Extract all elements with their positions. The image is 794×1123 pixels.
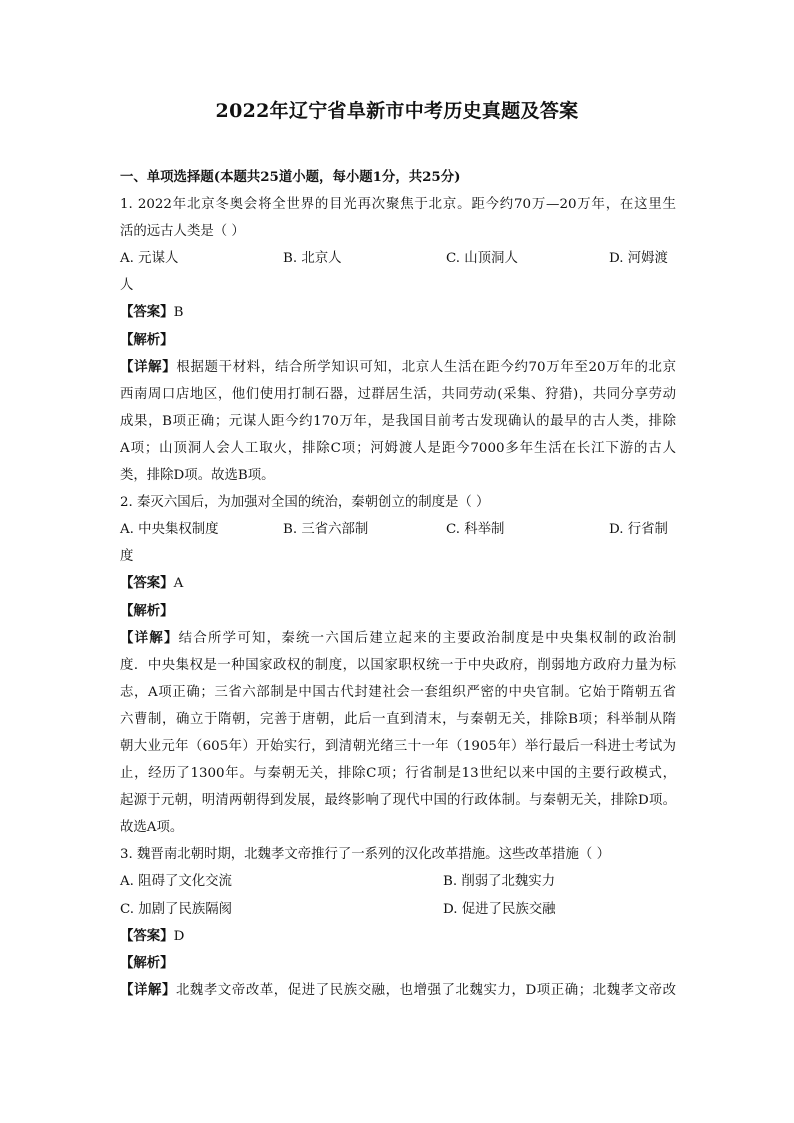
detail-line xyxy=(120,977,676,1004)
option-a: A. 元谋人 xyxy=(120,251,179,267)
detail-label: 【详解】 xyxy=(120,629,179,646)
answer-label: 【答案】 xyxy=(120,927,174,944)
question-stem-line: 3. 魏晋南北朝时期，北魏孝文帝推行了一系列的汉化改革措施。这些改革措施（ ） xyxy=(120,847,610,863)
detail-line: 度．中央集权是一种国家政权的制度，以国家职权统一于中央政府，削弱地方政府力量为标 xyxy=(120,657,676,673)
detail-text: 结合所学可知，秦统一六国后建立起来的主要政治制度是中央集权制的政治制 xyxy=(178,630,676,646)
detail-line: 西南周口店地区，他们使用打制石器，过群居生活，共同劳动(采集、狩猎)，共同分享劳动 xyxy=(120,386,676,402)
option-a: A. 阻碍了文化交流 xyxy=(120,874,232,890)
option-d: D. 促进了民族交融 xyxy=(443,901,556,917)
detail-line: 朝大业元年（605年）开始实行，到清朝光绪三十一年（1905年）举行最后一科进士考试为 xyxy=(120,738,676,754)
answer-value: A xyxy=(173,576,184,592)
question-1 xyxy=(120,191,676,489)
detail-line: 止，经历了1300年。与秦朝无关，排除C项；行省制是13世纪以来中国的主要行政模式， xyxy=(120,766,676,782)
answer-line xyxy=(120,570,676,597)
question-2 xyxy=(120,489,676,841)
detail-text: 根据题干材料，结合所学知识可知，北京人生活在距今约70万年至20万年的北京 xyxy=(176,359,676,375)
detail-label: 【详解】 xyxy=(120,981,176,998)
option-b: B. 北京人 xyxy=(283,251,342,267)
detail-line: 类，排除D项。故选B项。 xyxy=(120,468,275,484)
option-b: B. 三省六部制 xyxy=(283,522,369,538)
question-3 xyxy=(120,841,676,1004)
option-d: D. 行省制 xyxy=(609,522,668,538)
option-a: A. 中央集权制度 xyxy=(120,522,219,538)
detail-line: 成果，B项正确；元谋人距今约170万年，是我国目前考古发现确认的最早的古人类，排除 xyxy=(120,413,676,429)
option-row xyxy=(120,516,676,543)
option-b: B. 削弱了北魏实力 xyxy=(443,874,556,890)
answer-value: D xyxy=(173,928,185,944)
detail-line: 起源于元朝，明清两朝得到发展，最终影响了现代中国的行政体制。与秦朝无关，排除D项。 xyxy=(120,793,676,809)
analysis-label: 【解析】 xyxy=(120,602,174,619)
option-overflow: 度 xyxy=(120,549,134,565)
detail-line: 故选A项。 xyxy=(120,820,184,836)
analysis-label: 【解析】 xyxy=(120,331,174,348)
detail-line: 志，A项正确；三省六部制是中国古代封建社会一套组织严密的中央官制。它始于隋朝五省 xyxy=(120,684,676,700)
option-c: C. 山顶洞人 xyxy=(446,251,518,267)
detail-line xyxy=(120,354,676,381)
option-row xyxy=(120,868,676,895)
answer-label: 【答案】 xyxy=(120,575,174,592)
answer-line xyxy=(120,299,676,326)
answer-label: 【答案】 xyxy=(120,304,174,321)
document-body xyxy=(120,164,676,1004)
option-c: C. 科举制 xyxy=(446,522,505,538)
question-stem-line: 2. 秦灭六国后，为加强对全国的统治，秦朝创立的制度是（ ） xyxy=(120,495,490,511)
page-title: 2022年辽宁省阜新市中考历史真题及答案 xyxy=(215,100,579,122)
option-c: C. 加剧了民族隔阂 xyxy=(120,901,233,917)
detail-line xyxy=(120,625,676,652)
answer-line xyxy=(120,923,676,950)
question-stem-line: 1. 2022年北京冬奥会将全世界的目光再次聚焦于北京。距今约70万—20万年，在这里生 xyxy=(120,197,676,213)
section-heading: 一、单项选择题(本题共25道小题，每小题1分，共25分) xyxy=(120,169,461,185)
option-d: D. 河姆渡 xyxy=(609,251,668,267)
detail-label: 【详解】 xyxy=(120,358,177,375)
answer-value: B xyxy=(173,305,184,321)
detail-line: A项；山顶洞人会人工取火，排除C项；河姆渡人是距今7000多年生活在长江下游的古人 xyxy=(120,440,676,456)
option-overflow: 人 xyxy=(120,278,134,294)
question-stem-line: 活的远古人类是（ ） xyxy=(120,224,245,240)
detail-line: 六曹制，确立于隋朝，完善于唐朝，此后一直到清末，与秦朝无关，排除B项；科举制从隋 xyxy=(120,711,676,727)
analysis-label: 【解析】 xyxy=(120,954,174,971)
detail-text: 北魏孝文帝改革，促进了民族交融，也增强了北魏实力，D项正确；北魏孝文帝改 xyxy=(175,982,676,998)
option-row xyxy=(120,896,676,923)
option-row xyxy=(120,245,676,272)
